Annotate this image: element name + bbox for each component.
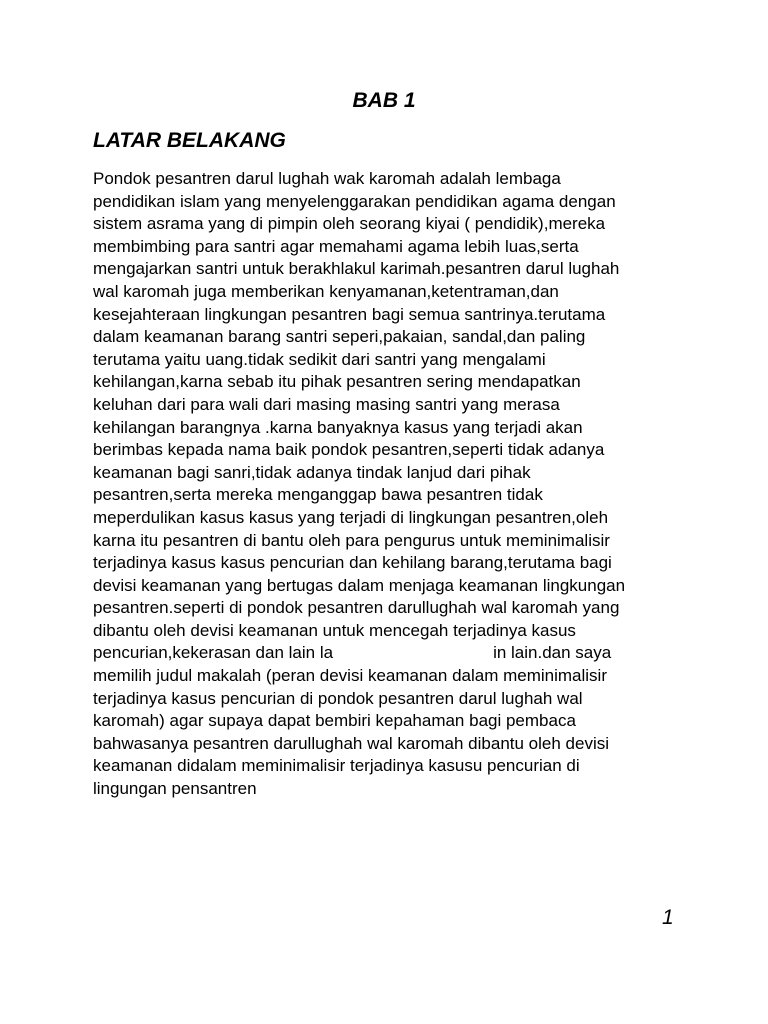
body-paragraph <box>93 168 673 801</box>
paragraph-line: bahwasanya pesantren darullughah wal karomah dibantu oleh devisi <box>93 733 610 753</box>
paragraph-line: kesejahteraan lingkungan pesantren bagi semua santrinya.terutama <box>93 304 606 324</box>
paragraph-line: karomah) agar supaya dapat bembiri kepahaman bagi pembaca <box>93 711 576 731</box>
page-number: 1 <box>662 906 674 929</box>
paragraph-line: lingungan pensantren <box>93 779 257 799</box>
paragraph-line: wal karomah juga memberikan kenyamanan,ketentraman,dan <box>93 281 559 301</box>
paragraph-line: devisi keamanan yang bertugas dalam menjaga keamanan lingkungan <box>93 575 626 595</box>
split-line-right: in lain.dan saya <box>493 643 612 663</box>
paragraph-line: kehilangan,karna sebab itu pihak pesantren sering mendapatkan <box>93 372 581 392</box>
paragraph-line: pesantren.seperti di pondok pesantren darullughah wal karomah yang <box>93 598 620 618</box>
paragraph-line: Pondok pesantren darul lughah wak karomah adalah lembaga <box>93 169 561 188</box>
chapter-heading: BAB 1 <box>352 89 416 112</box>
paragraph-line: keamanan didalam meminimalisir terjadinya kasusu pencurian di <box>93 756 580 776</box>
paragraph-line: meperdulikan kasus kasus yang terjadi di lingkungan pesantren,oleh <box>93 507 609 527</box>
paragraph-line: kehilangan barangnya .karna banyaknya kasus yang terjadi akan <box>93 417 583 437</box>
paragraph-line: berimbas kepada nama baik pondok pesantren,seperti tidak adanya <box>93 440 605 460</box>
paragraph-line: terutama yaitu uang.tidak sedikit dari santri yang mengalami <box>93 349 546 369</box>
paragraph-line: sistem asrama yang di pimpin oleh seorang kiyai ( pendidik),mereka <box>93 214 606 234</box>
paragraph-line: dalam keamanan barang santri seperi,pakaian, sandal,dan paling <box>93 327 586 347</box>
section-title: LATAR BELAKANG <box>93 129 286 152</box>
paragraph-line: pesantren,serta mereka menganggap bawa pesantren tidak <box>93 485 543 505</box>
paragraph-line: terjadinya kasus kasus pencurian dan kehilang barang,terutama bagi <box>93 553 612 573</box>
paragraph-line: membimbing para santri agar memahami agama lebih luas,serta <box>93 236 579 256</box>
paragraph-line-split <box>93 642 673 665</box>
paragraph-line: keamanan bagi sanri,tidak adanya tindak lanjud dari pihak <box>93 462 531 482</box>
split-line-left: pencurian,kekerasan dan lain la <box>93 643 334 663</box>
paragraph-line: terjadinya kasus pencurian di pondok pesantren darul lughah wal <box>93 688 583 708</box>
paragraph-line: keluhan dari para wali dari masing masing santri yang merasa <box>93 394 560 414</box>
paragraph-line: memilih judul makalah (peran devisi keamanan dalam meminimalisir <box>93 666 607 686</box>
paragraph-line: mengajarkan santri untuk berakhlakul karimah.pesantren darul lughah <box>93 259 620 279</box>
paragraph-line: pendidikan islam yang menyelenggarakan pendidikan agama dengan <box>93 191 616 211</box>
paragraph-line: dibantu oleh devisi keamanan untuk mencegah terjadinya kasus <box>93 620 576 640</box>
paragraph-line: karna itu pesantren di bantu oleh para pengurus untuk meminimalisir <box>93 530 610 550</box>
